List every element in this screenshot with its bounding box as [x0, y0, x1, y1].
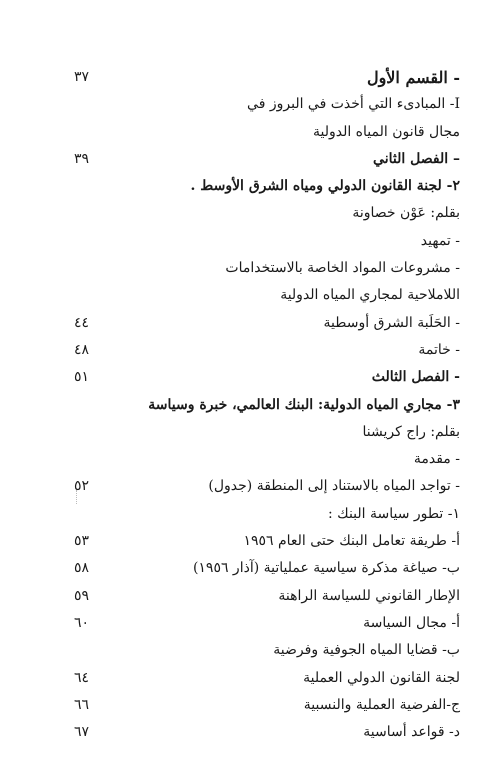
toc-entry: [0, 255, 500, 282]
table-of-contents: [0, 64, 500, 746]
toc-entry-text: - الحَلَبة الشرق أوسطية: [323, 314, 460, 331]
toc-entry-text: – الفصل الثاني: [373, 150, 460, 167]
toc-entry: [0, 610, 500, 637]
toc-entry: [0, 555, 500, 582]
toc-page-number: ٥٨: [74, 560, 90, 577]
toc-entry: [0, 528, 500, 555]
toc-page-number: ٦٤: [74, 669, 90, 686]
toc-entry: [0, 173, 500, 200]
toc-entry-text: بقلم: عَوْن خصاونة: [352, 205, 460, 222]
toc-entry-text: ٣- مجاري المياه الدولية: البنك العالمي، خبرة وسياسة: [148, 396, 460, 413]
toc-entry-text: ١- تطور سياسة البنك :: [327, 505, 460, 522]
toc-entry-text: - تواجد المياه بالاستناد إلى المنطقة (جدول): [208, 478, 460, 495]
toc-entry-text: ب- قضايا المياه الجوفية وفرضية: [273, 642, 460, 659]
toc-entry: [0, 473, 500, 500]
toc-entry-text: ج-الفرضية العملية والنسبية: [303, 696, 460, 713]
toc-entry: [0, 501, 500, 528]
toc-entry: [0, 310, 500, 337]
toc-page-number: ٦٦: [74, 696, 90, 713]
toc-entry: [0, 583, 500, 610]
toc-entry-text: - مقدمة: [413, 451, 460, 468]
toc-entry: [0, 665, 500, 692]
toc-page-number: ٥٩: [74, 587, 90, 604]
toc-entry: [0, 364, 500, 391]
toc-entry: [0, 119, 500, 146]
toc-page-number: ٦٠: [74, 614, 90, 631]
toc-page-number: ٥٢: [74, 478, 90, 495]
toc-entry-text: - خاتمة: [418, 341, 460, 358]
toc-entry: [0, 692, 500, 719]
toc-page-number: ٥١: [74, 369, 90, 386]
toc-page-number: ٣٧: [74, 69, 90, 85]
toc-page-number: ٦٧: [74, 724, 90, 741]
toc-entry-text: د- قواعد أساسية: [363, 724, 460, 741]
toc-entry-text: I- المبادىء التي أخذت في البروز في: [247, 96, 460, 113]
toc-page-number: ٤٤: [74, 314, 90, 331]
toc-entry: [0, 337, 500, 364]
toc-entry-text: ٢- لجنة القانون الدولي ومياه الشرق الأوسط .: [190, 178, 460, 195]
toc-entry: [0, 392, 500, 419]
toc-entry: [0, 64, 500, 91]
toc-page-number: ٣٩: [74, 150, 90, 167]
toc-entry-text: اللاملاحية لمجاري المياه الدولية: [280, 287, 460, 304]
toc-entry-text: لجنة القانون الدولي العملية: [303, 669, 460, 686]
toc-entry-text: - القسم الأول: [366, 68, 460, 87]
toc-entry: [0, 637, 500, 664]
toc-entry-text: - مشروعات المواد الخاصة بالاستخدامات: [225, 260, 460, 277]
toc-entry: [0, 419, 500, 446]
toc-entry: [0, 719, 500, 746]
toc-entry: [0, 446, 500, 473]
toc-entry-text: - تمهيد: [420, 232, 460, 249]
toc-entry-text: - الفصل الثالث: [371, 369, 460, 386]
toc-page-number: ٤٨: [74, 341, 90, 358]
toc-entry: [0, 91, 500, 118]
toc-entry-text: أ- طريقة تعامل البنك حتى العام ١٩٥٦: [243, 533, 460, 550]
toc-entry-text: بقلم: راج كريشنا: [362, 423, 460, 440]
toc-entry: [0, 146, 500, 173]
toc-page-number: ٥٣: [74, 533, 90, 550]
toc-entry-text: ب- صياغة مذكرة سياسية عملياتية (آذار ١٩٥٦): [192, 560, 460, 577]
toc-entry-text: الإطار القانوني للسياسة الراهنة: [278, 587, 460, 604]
margin-mark: [76, 490, 78, 504]
toc-entry: [0, 200, 500, 227]
toc-entry-text: أ- مجال السياسة: [363, 614, 460, 631]
toc-entry: [0, 282, 500, 309]
toc-entry-text: مجال قانون المياه الدولية: [312, 123, 460, 140]
toc-entry: [0, 228, 500, 255]
